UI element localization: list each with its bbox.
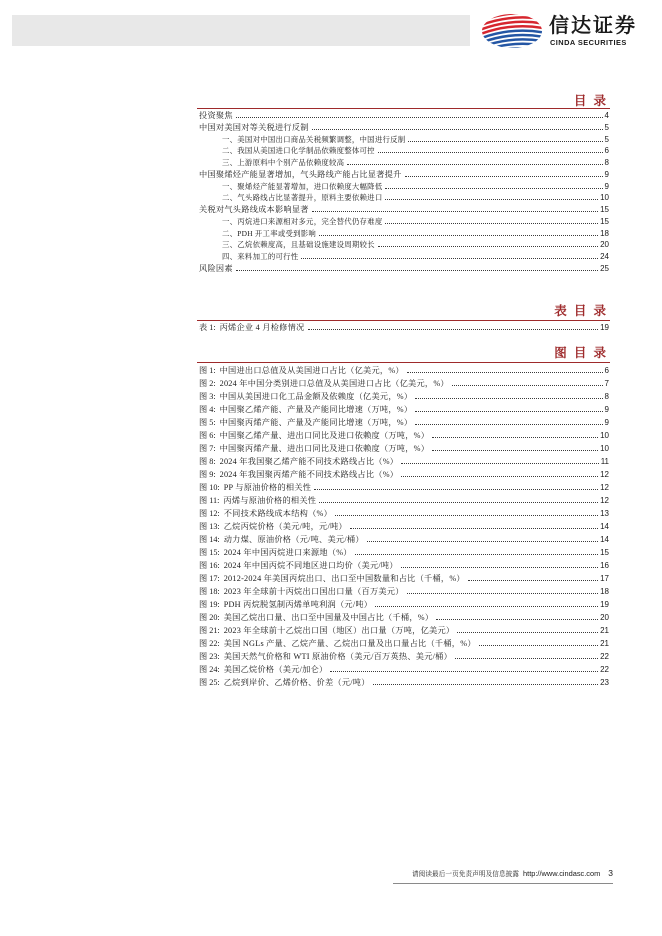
figure-toc-entry[interactable] [199, 585, 609, 598]
dot-leader [355, 554, 598, 555]
dot-leader [330, 671, 598, 672]
dot-leader [375, 606, 598, 607]
page-number: 19 [600, 600, 609, 609]
dot-leader [479, 645, 598, 646]
figure-title: 中国聚丙烯产能、产量及产能同比增速（万吨，%） [219, 418, 413, 427]
figure-title: 中国聚乙烯产能、产量及产能同比增速（万吨，%） [219, 405, 413, 414]
page-number: 15 [600, 216, 609, 226]
heading-rule [197, 108, 610, 109]
table-label: 表 1: [199, 323, 216, 332]
toc-entry[interactable] [199, 110, 609, 122]
table-list [199, 321, 609, 334]
figure-label: 图 23: [199, 652, 220, 661]
page-number: 6 [604, 146, 609, 156]
figure-toc-entry[interactable] [199, 598, 609, 611]
dot-leader [415, 411, 602, 412]
figure-label: 图 11: [199, 496, 220, 505]
page-number: 15 [600, 548, 609, 557]
page-number: 14 [600, 522, 609, 531]
page-number: 12 [600, 496, 609, 505]
figure-title: 美国天然气价格和 WTI 原油价格（美元/百万英热、美元/桶） [223, 652, 453, 661]
dot-leader [350, 528, 598, 529]
figure-toc-entry[interactable] [199, 494, 609, 507]
dot-leader [452, 385, 603, 386]
figure-label: 图 15: [199, 548, 220, 557]
figure-toc-entry[interactable] [199, 377, 609, 390]
page-number: 4 [604, 111, 609, 120]
page-number: 11 [600, 457, 609, 466]
figure-label: 图 9: [199, 470, 216, 479]
page-number: 10 [600, 193, 609, 203]
toc-subentry[interactable] [199, 239, 609, 251]
figure-label: 图 14: [199, 535, 220, 544]
page-number: 18 [600, 228, 609, 238]
figure-title: 乙烷丙烷价格（美元/吨，元/吨） [223, 522, 347, 531]
page-number: 12 [600, 483, 609, 492]
figure-list [199, 364, 609, 689]
page-number: 23 [600, 678, 609, 687]
toc-subentry-title: 二、PDH 开工率或受到影响 [222, 228, 317, 238]
dot-leader [407, 372, 603, 373]
figure-toc-entry[interactable] [199, 572, 609, 585]
dot-leader [432, 450, 598, 451]
dot-leader [373, 684, 598, 685]
figure-title: 乙烷到岸价、乙烯价格、价差（元/吨） [223, 678, 370, 687]
figure-title: 2023 年全球前十丙烷出口国出口量（百万美元） [223, 587, 404, 596]
page-number: 24 [600, 252, 609, 261]
figure-title: 中国聚丙烯产量、进出口同比及进口依赖度（万吨，%） [219, 444, 430, 453]
cinda-logo-icon [478, 13, 544, 49]
figure-title: 美国乙烷出口量、出口至中国量及中国占比（千桶，%） [223, 613, 434, 622]
dot-leader [385, 223, 598, 224]
figure-label: 图 5: [199, 418, 216, 427]
figure-label: 图 12: [199, 509, 220, 518]
page-number: 25 [600, 263, 609, 273]
toc-entry-title: 中国对美国对等关税进行反制 [199, 122, 309, 132]
toc-entry-title: 关税对气头路线成本影响显著 [199, 205, 309, 214]
dot-leader [436, 619, 598, 620]
dot-leader [385, 188, 602, 189]
figure-toc-entry[interactable] [199, 663, 609, 676]
figure-toc-entry[interactable] [199, 416, 609, 429]
toc-subentry-title: 三、乙烷依赖度高，且基础设施建设周期较长 [222, 240, 375, 250]
page-number: 7 [604, 379, 609, 388]
page-number: 9 [604, 405, 609, 414]
page-number: 12 [600, 470, 609, 479]
dot-leader [455, 658, 598, 659]
figure-toc-entry[interactable] [199, 520, 609, 533]
page-number: 6 [604, 366, 609, 375]
dot-leader [401, 463, 598, 464]
figure-title: 2012-2024 年美国丙烷出口、出口至中国数量和占比（千桶，%） [223, 574, 465, 583]
page-number: 18 [600, 587, 609, 596]
figure-toc-entry[interactable] [199, 403, 609, 416]
toc-subentry[interactable] [199, 192, 609, 204]
heading-rule [197, 362, 610, 363]
page-number: 16 [600, 561, 609, 570]
figure-label: 图 16: [199, 561, 220, 570]
dot-leader [457, 632, 598, 633]
toc-entry[interactable] [199, 263, 609, 275]
figure-list-heading: 图 目 录 [554, 346, 608, 360]
toc-subentry[interactable] [199, 251, 609, 263]
figure-toc-entry[interactable] [199, 481, 609, 494]
dot-leader [236, 117, 603, 118]
page-number: 13 [600, 509, 609, 518]
toc-subentry-title: 二、我国从美国进口化学制品依赖度整体可控 [222, 146, 375, 156]
figure-label: 图 6: [199, 431, 216, 440]
figure-toc-entry[interactable] [199, 676, 609, 689]
page-number: 14 [600, 535, 609, 544]
toc-entry-title: 中国聚烯烃产能显著增加，气头路线产能占比显著提升 [199, 169, 402, 179]
table-list-heading: 表 目 录 [554, 304, 608, 318]
figure-toc-entry[interactable] [199, 624, 609, 637]
page-number: 20 [600, 613, 609, 622]
figure-title: 美国乙烷价格（美元/加仑） [223, 665, 328, 674]
dot-leader [405, 176, 603, 177]
dot-leader [236, 270, 598, 271]
footer-rule [393, 883, 613, 884]
figure-title: 中国进出口总值及从美国进口占比（亿美元，%） [219, 366, 404, 375]
toc-entry[interactable] [199, 169, 609, 181]
page-number: 22 [600, 652, 609, 661]
dot-leader [408, 141, 602, 142]
figure-label: 图 25: [199, 678, 220, 687]
figure-label: 图 3: [199, 392, 216, 401]
page-number: 21 [600, 639, 609, 648]
figure-label: 图 20: [199, 613, 220, 622]
dot-leader [432, 437, 598, 438]
figure-label: 图 7: [199, 444, 216, 453]
toc-subentry-title: 一、美国对中国出口商品关税频繁调整，中国进行反制 [222, 134, 406, 144]
page-number: 10 [600, 444, 609, 453]
toc-subentry[interactable] [199, 145, 609, 157]
page-number: 9 [604, 181, 609, 191]
figure-toc-entry[interactable] [199, 611, 609, 624]
toc-list [199, 110, 609, 275]
dot-leader [308, 329, 599, 330]
dot-leader [319, 502, 598, 503]
toc-subentry[interactable] [199, 134, 609, 146]
dot-leader [401, 567, 598, 568]
figure-title: 2024 年中国丙烷不同地区进口均价（美元/吨） [223, 561, 398, 570]
figure-label: 图 21: [199, 626, 220, 635]
dot-leader [312, 129, 603, 130]
figure-toc-entry[interactable] [199, 559, 609, 572]
figure-label: 图 18: [199, 587, 220, 596]
figure-title: 2024 年中国丙烷进口来源地（%） [223, 548, 352, 557]
page-number: 8 [604, 392, 609, 401]
brand-name-cn: 信达证券 [549, 13, 637, 37]
figure-label: 图 13: [199, 522, 220, 531]
page-number: 9 [604, 169, 609, 179]
figure-label: 图 24: [199, 665, 220, 674]
dot-leader [385, 199, 598, 200]
figure-label: 图 1: [199, 366, 216, 375]
figure-toc-entry[interactable] [199, 468, 609, 481]
figure-toc-entry[interactable] [199, 546, 609, 559]
figure-toc-entry[interactable] [199, 429, 609, 442]
dot-leader [314, 489, 598, 490]
toc-subentry-title: 四、来料加工的可行性 [222, 252, 299, 261]
page-number: 9 [604, 418, 609, 427]
header-bar [12, 15, 470, 46]
page-number: 17 [600, 574, 609, 583]
figure-title: 2023 年全球前十乙烷出口国（地区）出口量（万吨，亿美元） [223, 626, 455, 635]
dot-leader [415, 424, 602, 425]
toc-subentry-title: 一、丙烷进口来源相对多元，完全替代仍存难度 [222, 216, 383, 226]
table-title: 丙烯企业 4 月检修情况 [219, 323, 305, 332]
toc-entry-title: 风险因素 [199, 263, 233, 273]
page-number: 10 [600, 431, 609, 440]
page-number: 5 [604, 122, 609, 132]
disclaimer-note: 请阅读最后一页免责声明及信息披露 [411, 871, 520, 878]
figure-title: PP 与原油价格的相关性 [223, 483, 312, 492]
dot-leader [347, 164, 602, 165]
brand-name-en: CINDA SECURITIES [550, 38, 627, 47]
toc-entry[interactable] [199, 122, 609, 134]
dot-leader [367, 541, 598, 542]
dot-leader [335, 515, 598, 516]
toc-heading: 目 录 [573, 94, 608, 108]
website-link[interactable]: http://www.cindasc.com [523, 869, 601, 878]
figure-toc-entry[interactable] [199, 442, 609, 455]
dot-leader [312, 211, 598, 212]
page-number: 19 [600, 323, 609, 332]
toc-subentry-title: 三、上游原料中个别产品依赖度较高 [222, 158, 345, 167]
dot-leader [401, 476, 598, 477]
figure-toc-entry[interactable] [199, 533, 609, 546]
figure-title: 中国从美国进口化工品金额及依赖度（亿美元，%） [219, 392, 413, 401]
toc-subentry[interactable] [199, 181, 609, 193]
toc-subentry-title: 一、聚烯烃产能显著增加，进口依赖度大幅降低 [222, 181, 383, 191]
page-number: 22 [600, 665, 609, 674]
figure-toc-entry[interactable] [199, 455, 609, 468]
figure-toc-entry[interactable] [199, 637, 609, 650]
footer-page-number: 3 [608, 868, 613, 878]
figure-title: 动力煤、原油价格（元/吨、美元/桶） [223, 535, 364, 544]
page-footer [380, 868, 613, 882]
toc-entry-title: 投资聚焦 [199, 111, 233, 120]
dot-leader [407, 593, 598, 594]
figure-label: 图 19: [199, 600, 220, 609]
figure-title: 中国聚乙烯产量、进出口同比及进口依赖度（万吨，%） [219, 431, 430, 440]
figure-title: 2024 年我国聚丙烯产能不同技术路线占比（%） [219, 470, 399, 479]
figure-label: 图 10: [199, 483, 220, 492]
table-toc-entry[interactable] [199, 321, 609, 334]
figure-title: 2024 年我国聚乙烯产能不同技术路线占比（%） [219, 457, 399, 466]
page-number: 8 [604, 158, 609, 167]
figure-label: 图 4: [199, 405, 216, 414]
figure-label: 图 2: [199, 379, 216, 388]
page-number: 21 [600, 626, 609, 635]
toc-subentry-title: 二、气头路线占比显著提升，原料主要依赖进口 [222, 193, 383, 203]
dot-leader [468, 580, 598, 581]
toc-subentry[interactable] [199, 228, 609, 240]
page-number: 20 [600, 240, 609, 250]
toc-subentry[interactable] [199, 157, 609, 169]
figure-title: 2024 年中国分类别进口总值及从美国进口占比（亿美元，%） [219, 379, 449, 388]
page-number: 5 [604, 134, 609, 144]
figure-label: 图 8: [199, 457, 216, 466]
toc-entry[interactable] [199, 204, 609, 216]
figure-toc-entry[interactable] [199, 650, 609, 663]
figure-label: 图 22: [199, 639, 220, 648]
dot-leader [319, 235, 598, 236]
figure-label: 图 17: [199, 574, 220, 583]
dot-leader [301, 258, 598, 259]
dot-leader [378, 152, 603, 153]
figure-title: 美国 NGLs 产量、乙烷产量、乙烷出口量及出口量占比（千桶，%） [223, 639, 476, 648]
figure-toc-entry[interactable] [199, 364, 609, 377]
figure-toc-entry[interactable] [199, 507, 609, 520]
page-number: 15 [600, 205, 609, 214]
figure-title: 不同技术路线成本结构（%） [223, 509, 333, 518]
figure-toc-entry[interactable] [199, 390, 609, 403]
figure-title: PDH 丙烷脱氢制丙烯单吨利润（元/吨） [223, 600, 373, 609]
dot-leader [378, 246, 598, 247]
dot-leader [415, 398, 602, 399]
figure-title: 丙烯与原油价格的相关性 [223, 496, 317, 505]
toc-subentry[interactable] [199, 216, 609, 228]
